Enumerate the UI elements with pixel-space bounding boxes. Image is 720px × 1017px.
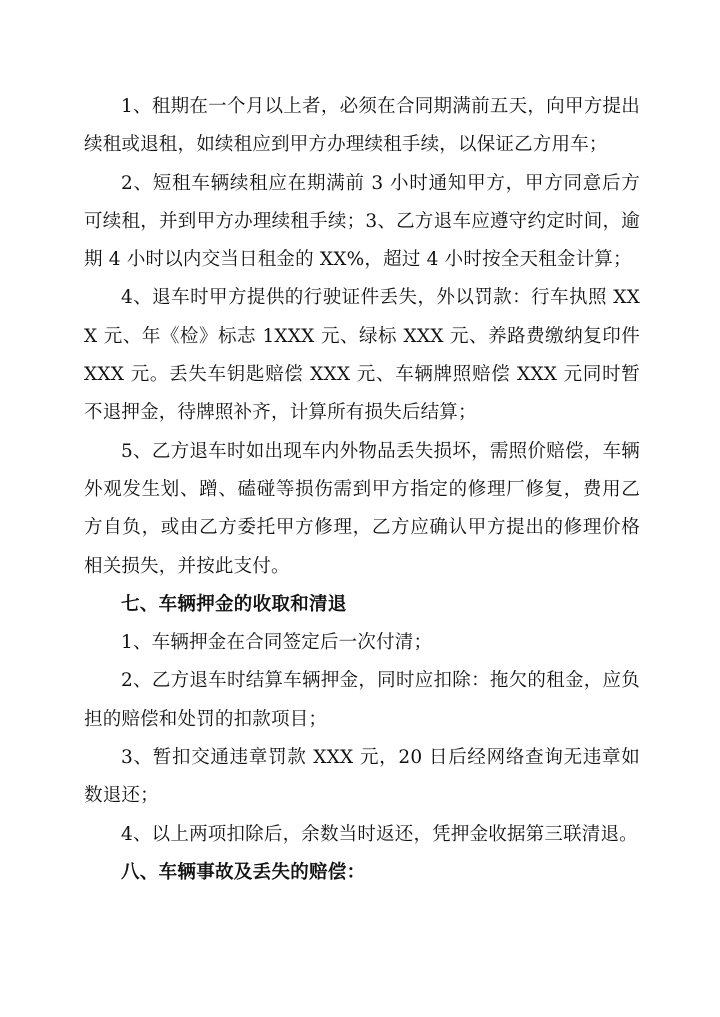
- clause-deposit-payment: 1、车辆押金在合同签定后一次付清；: [121, 632, 433, 654]
- section-heading-deposit: 七、车辆押金的收取和清退: [121, 593, 347, 615]
- clause-deposit-settlement: 2、乙方退车时结算车辆押金，同时应扣除：拖欠的租金，应负担的赔偿和处罚的扣款项目；: [84, 670, 640, 730]
- clause-traffic-violation-hold: 3、暂扣交通违章罚款 XXX 元，20 日后经网络查询无违章如数退还；: [84, 747, 640, 807]
- clause-renewal-long-term: 1、租期在一个月以上者，必须在合同期满前五天，向甲方提出续租或退租，如续租应到甲方办理续租手续，以保证乙方用车；: [84, 96, 640, 156]
- clause-renewal-short-term: 2、短租车辆续租应在期满前 3 小时通知甲方，甲方同意后方可续租，并到甲方办理续租手续；3、乙方退车应遵守约定时间，逾期 4 小时以内交当日租金的 XX%，超过 4 小时按全天租金计算；: [84, 172, 640, 271]
- clause-damage-compensation: 5、乙方退车时如出现车内外物品丢失损坏，需照价赔偿，车辆外观发生划、蹭、磕碰等损伤需到甲方指定的修理厂修复，费用乙方自负，或由乙方委托甲方修理，乙方应确认甲方提出的修理价格相关损失，并按此支付。: [84, 440, 640, 577]
- clause-deposit-refund: 4、以上两项扣除后，余数当时返还，凭押金收据第三联清退。: [121, 823, 638, 845]
- section-heading-accident-loss: 八、车辆事故及丢失的赔偿：: [121, 861, 366, 883]
- clause-lost-documents: 4、退车时甲方提供的行驶证件丢失，外以罚款：行车执照 XXX 元、年《检》标志 1XXX 元、绿标 XXX 元、养路费缴纳复印件 XXX 元。丢失车钥匙赔偿 XXX 元、车辆牌照赔偿 XXX 元同时暂不退押金，待牌照补齐，计算所有损失后结算；: [84, 287, 640, 424]
- document-body: [84, 88, 640, 892]
